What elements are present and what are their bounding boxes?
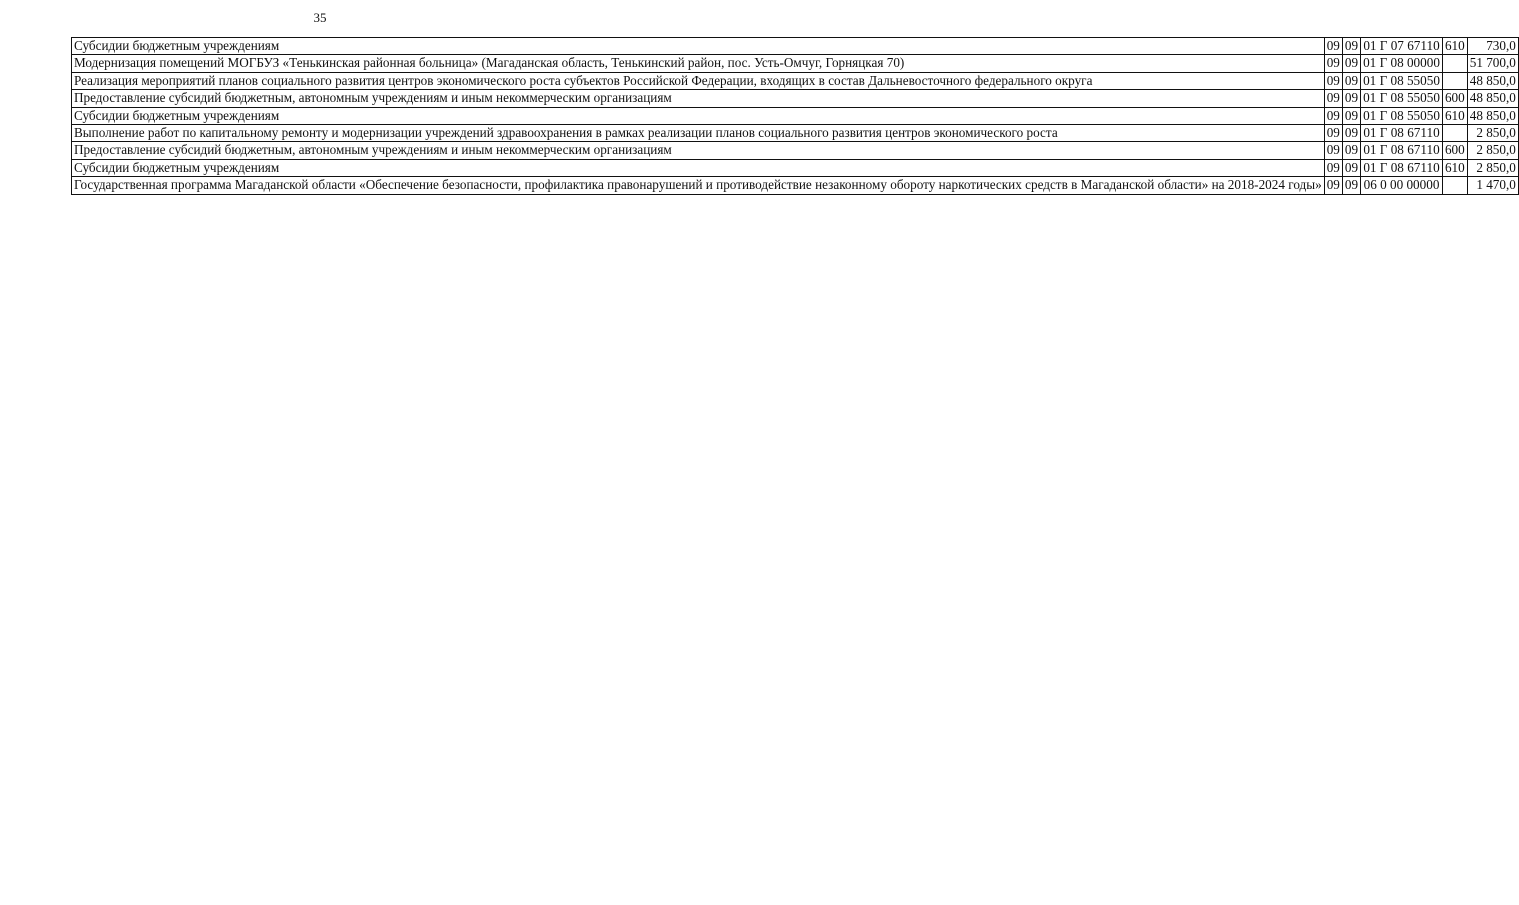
row-amount: 2 850,0 <box>1467 159 1518 176</box>
row-name: Субсидии бюджетным учреждениям <box>72 159 1325 176</box>
row-name: Субсидии бюджетным учреждениям <box>72 38 1325 55</box>
row-expense-type: 600 <box>1442 142 1467 159</box>
row-name: Выполнение работ по капитальному ремонту и модернизации учреждений здравоохранения в рамках реализации планов социального развития центров экономического роста <box>72 125 1325 142</box>
row-target-article: 01 Г 08 55050 <box>1361 90 1443 107</box>
budget-table <box>71 37 1519 195</box>
row-amount: 48 850,0 <box>1467 90 1518 107</box>
row-subsection-code: 09 <box>1342 159 1360 176</box>
table-row <box>72 38 1519 55</box>
row-subsection-code: 09 <box>1342 72 1360 89</box>
row-subsection-code: 09 <box>1342 107 1360 124</box>
row-amount: 2 850,0 <box>1467 142 1518 159</box>
row-name: Субсидии бюджетным учреждениям <box>72 107 1325 124</box>
row-section-code: 09 <box>1324 107 1342 124</box>
table-row <box>72 125 1519 142</box>
row-section-code: 09 <box>1324 55 1342 72</box>
row-target-article: 01 Г 08 00000 <box>1361 55 1443 72</box>
row-subsection-code: 09 <box>1342 125 1360 142</box>
row-target-article: 01 Г 08 67110 <box>1361 125 1443 142</box>
row-subsection-code: 09 <box>1342 38 1360 55</box>
row-name: Модернизация помещений МОГБУЗ «Тенькинская районная больница» (Магаданская область, Тенькинский район, пос. Усть-Омчуг, Горняцкая 70) <box>72 55 1325 72</box>
table-row <box>72 159 1519 176</box>
row-section-code: 09 <box>1324 125 1342 142</box>
row-amount: 48 850,0 <box>1467 72 1518 89</box>
row-section-code: 09 <box>1324 142 1342 159</box>
row-target-article: 01 Г 08 67110 <box>1361 159 1443 176</box>
row-section-code: 09 <box>1324 177 1342 194</box>
row-amount: 730,0 <box>1467 38 1518 55</box>
row-expense-type <box>1442 72 1467 89</box>
table-row <box>72 177 1519 194</box>
page-number: 35 <box>313 10 327 25</box>
table-row <box>72 90 1519 107</box>
table-row <box>72 107 1519 124</box>
row-expense-type <box>1442 55 1467 72</box>
row-expense-type <box>1442 125 1467 142</box>
table-row <box>72 55 1519 72</box>
row-section-code: 09 <box>1324 72 1342 89</box>
row-name: Предоставление субсидий бюджетным, автономным учреждениям и иным некоммерческим организациям <box>72 90 1325 107</box>
row-name: Предоставление субсидий бюджетным, автономным учреждениям и иным некоммерческим организациям <box>72 142 1325 159</box>
row-expense-type: 610 <box>1442 159 1467 176</box>
row-section-code: 09 <box>1324 38 1342 55</box>
row-name: Реализация мероприятий планов социального развития центров экономического роста субъектов Российской Федерации, входящих в состав Дальневосточного федерального округа <box>72 72 1325 89</box>
row-amount: 1 470,0 <box>1467 177 1518 194</box>
row-target-article: 01 Г 08 55050 <box>1361 72 1443 89</box>
row-subsection-code: 09 <box>1342 142 1360 159</box>
row-target-article: 06 0 00 00000 <box>1361 177 1443 194</box>
row-subsection-code: 09 <box>1342 177 1360 194</box>
row-subsection-code: 09 <box>1342 55 1360 72</box>
row-section-code: 09 <box>1324 159 1342 176</box>
row-target-article: 01 Г 07 67110 <box>1361 38 1443 55</box>
row-target-article: 01 Г 08 67110 <box>1361 142 1443 159</box>
row-subsection-code: 09 <box>1342 90 1360 107</box>
row-amount: 48 850,0 <box>1467 107 1518 124</box>
row-section-code: 09 <box>1324 90 1342 107</box>
row-expense-type: 610 <box>1442 38 1467 55</box>
row-amount: 2 850,0 <box>1467 125 1518 142</box>
row-expense-type: 610 <box>1442 107 1467 124</box>
table-row <box>72 72 1519 89</box>
row-target-article: 01 Г 08 55050 <box>1361 107 1443 124</box>
row-expense-type <box>1442 177 1467 194</box>
table-row <box>72 142 1519 159</box>
row-amount: 51 700,0 <box>1467 55 1518 72</box>
row-name: Государственная программа Магаданской области «Обеспечение безопасности, профилактика правонарушений и противодействие незаконному обороту наркотических средств в Магаданской области» на 2018-2024 годы» <box>72 177 1325 194</box>
row-expense-type: 600 <box>1442 90 1467 107</box>
